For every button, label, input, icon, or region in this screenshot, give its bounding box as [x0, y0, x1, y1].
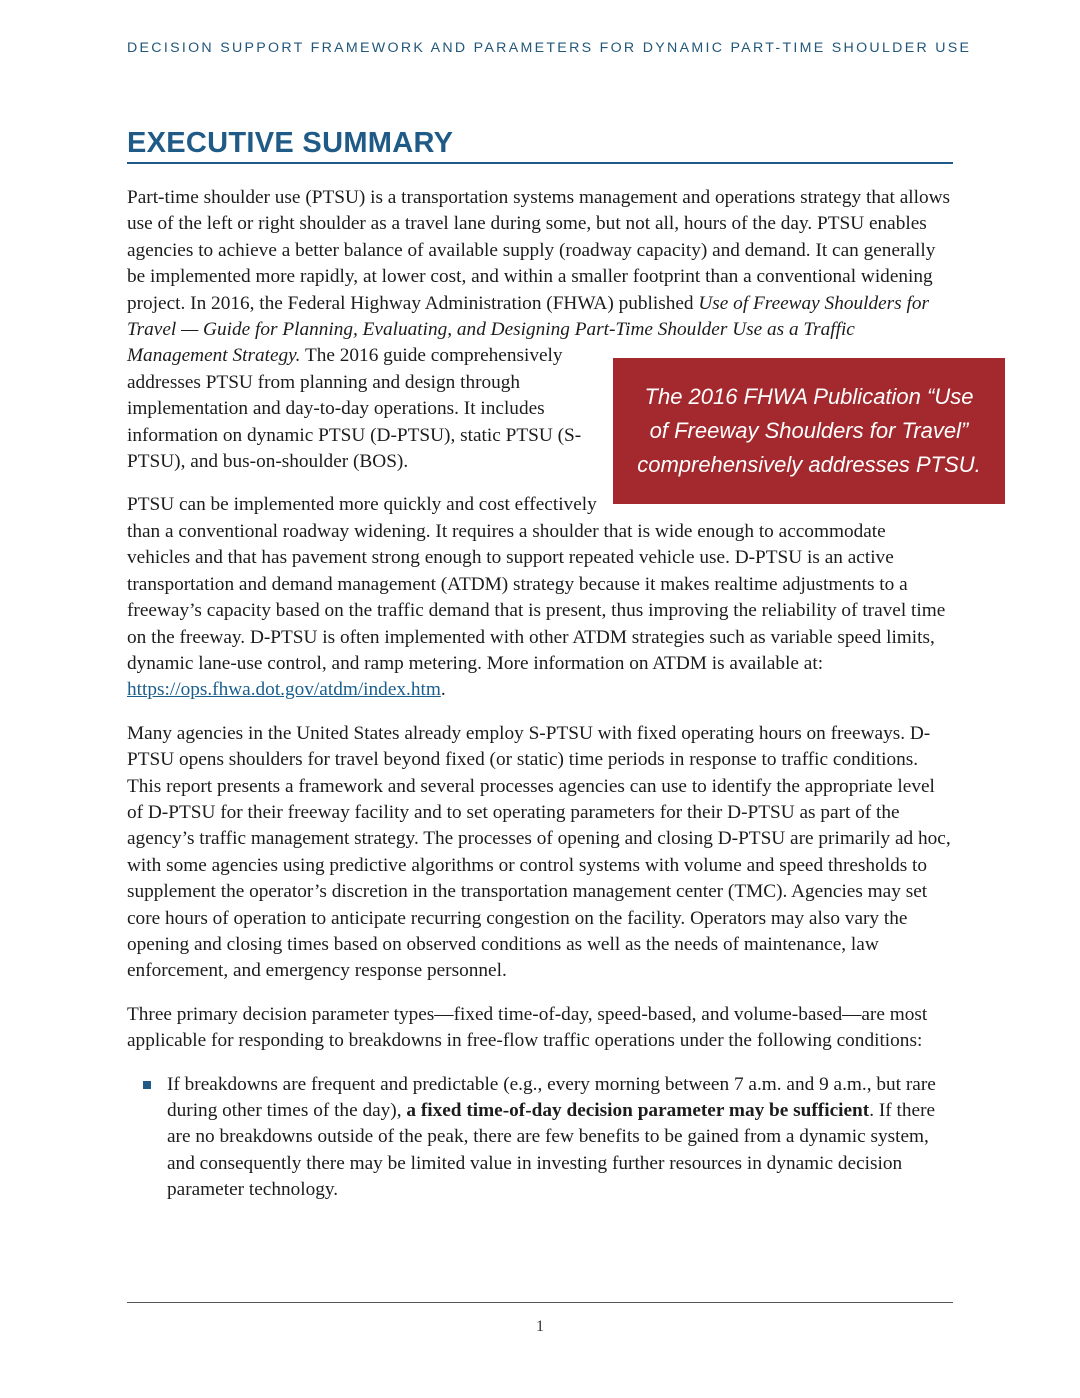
bullet-text: . If there are no breakdowns outside of the peak, there are few benefits to be gained from a dynamic system, and consequently there may be limited value in investing further resources in dynamic decision parameter technology. — [167, 1100, 936, 1201]
bullet-bold-text: a fixed time-of-day decision parameter may be sufficient — [406, 1100, 870, 1121]
paragraph-ptsu-implementation — [127, 492, 953, 703]
footer-rule — [127, 1302, 953, 1303]
atdm-link[interactable]: https://ops.fhwa.dot.gov/atdm/index.htm — [127, 679, 441, 701]
paragraph-intro — [127, 185, 981, 478]
list-item — [127, 1072, 953, 1204]
paragraph-text: Part-time shoulder use (PTSU) is a transportation systems management and operations strategy that allows use of the left or right shoulder as a travel lane during some, but not all, hours of the day. PTSU enables agencies to achieve a better balance of available supply (roadway capacity) and demand. It can generally be implemented more rapidly, at lower cost, and within a smaller footprint than a conventional widening project. In 2016, the Federal Highway Administration (FHWA) published — [127, 187, 951, 314]
paragraph-s-ptsu: Many agencies in the United States already employ S-PTSU with fixed operating hours on freeways. D-PTSU opens shoulders for travel beyond fixed (or static) time periods in response to traffic conditions. This report presents a framework and several processes agencies can use to identify the appropriate level of D-PTSU for their freeway facility and to set operating parameters for their D-PTSU as part of the agency’s traffic management strategy. The processes of opening and closing D-PTSU are primarily ad hoc, with some agencies using predictive algorithms or control systems with volume and speed thresholds to supplement the operator’s discretion in the transportation management center (TMC). Agencies may set core hours of operation to anticipate recurring congestion on the facility. Operators may also vary the opening and closing times based on observed conditions as well as the needs of maintenance, law enforcement, and emergency response personnel. — [127, 722, 951, 982]
bullet-text: If breakdowns are frequent and predictable (e.g., every morning between 7 a.m. and 9 a.m., but rare during other times of the day), — [167, 1073, 936, 1121]
publication-title: Use of Freeway Shoulders for Travel — Guide for Planning, Evaluating, and Designing Part-Time Shoulder Use as a Traffic Management Strategy. — [127, 292, 930, 367]
paragraph-text: . — [440, 679, 446, 701]
title-rule — [127, 162, 953, 164]
bullet-list — [127, 1072, 953, 1204]
body-content — [127, 185, 981, 1204]
paragraph-text: PTSU can be implemented more quickly and cost effectively than a conventional roadway widening. It requires a shoulder that is wide enough to accommodate vehicles and that has pavement strong enough to support repeated vehicle use. D-PTSU is an active transportation and demand management (ATDM) strategy because it makes realtime adjustments to a freeway’s capacity based on the traffic demand that is present, thus improving the reliability of travel time on the freeway. D-PTSU is often implemented with other ATDM strategies such as variable speed limits, dynamic lane-use control, and ramp metering. More information on ATDM is available at: — [127, 494, 946, 674]
pullquote-text: The 2016 FHWA Publication “Use of Freeway Shoulders for Travel” comprehensively addresses PTSU. — [637, 384, 981, 478]
running-header: DECISION SUPPORT FRAMEWORK AND PARAMETERS FOR DYNAMIC PART-TIME SHOULDER USE — [127, 40, 972, 56]
pullquote-box — [613, 358, 1005, 504]
paragraph-text: The 2016 guide comprehensively addresses PTSU from planning and design through implementation and day-to-day operations. It includes information on dynamic PTSU (D-PTSU), static PTSU (S-PTSU), and bus-on-shoulder (BOS). — [127, 345, 582, 473]
page-number: 1 — [536, 1318, 544, 1335]
section-title: EXECUTIVE SUMMARY — [127, 127, 454, 159]
square-bullet-icon — [143, 1081, 151, 1089]
paragraph-decision-parameters: Three primary decision parameter types—fixed time-of-day, speed-based, and volume-based—are most applicable for responding to breakdowns in free-flow traffic operations under the following conditions: — [127, 1003, 928, 1052]
